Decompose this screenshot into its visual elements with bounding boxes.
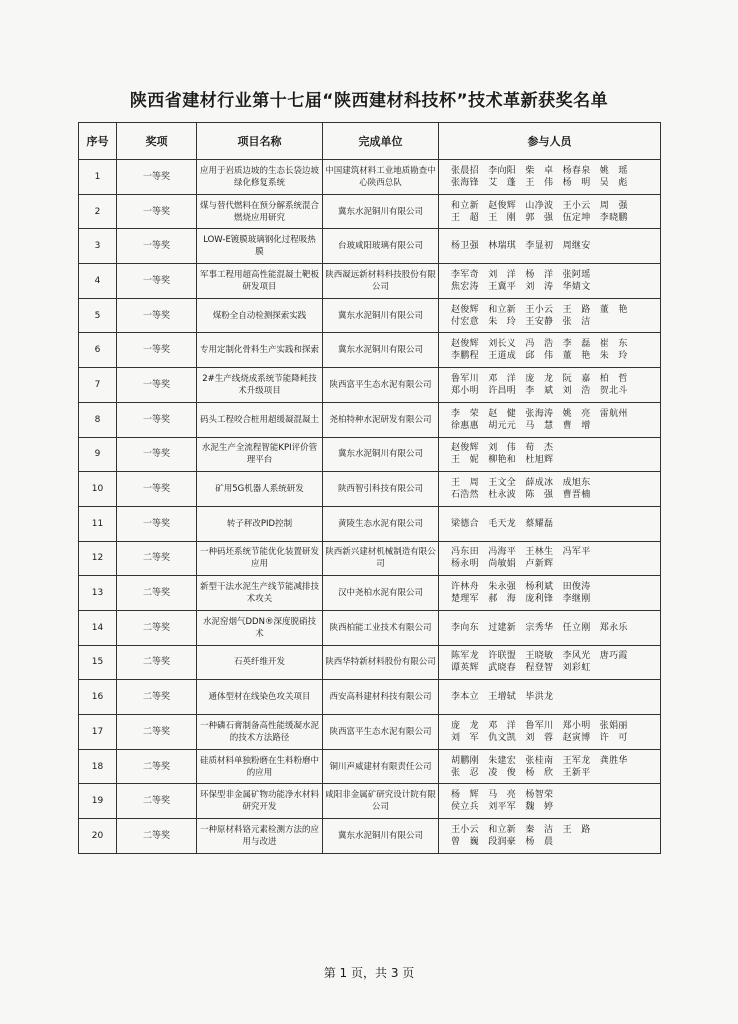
row-number: 6 [79, 333, 117, 368]
project-name: 水泥生产全流程智能KPI评价管理平台 [197, 437, 323, 472]
completion-unit: 陕西智引科技有限公司 [323, 472, 439, 507]
participant-line: 杨永明 尚敏娟 卢新辉 [451, 559, 554, 570]
award-level: 一等奖 [117, 264, 197, 299]
award-level: 二等奖 [117, 541, 197, 576]
participant-line: 李本立 王增轼 毕洪龙 [451, 692, 554, 703]
participants [439, 402, 661, 437]
row-number: 7 [79, 368, 117, 403]
participant-line: 鲁军川 邓 洋 庞 龙 阮 嘉 柏 哲 [451, 373, 628, 384]
completion-unit: 陕西新兴建材机械制造有限公司 [323, 541, 439, 576]
award-level: 二等奖 [117, 645, 197, 680]
table-row [79, 229, 661, 264]
project-name: 环保型非金属矿物功能净水材料研究开发 [197, 784, 323, 819]
participant-line: 王 周 王文全 薛成冰 成旭东 [451, 478, 591, 489]
project-name: 军事工程用超高性能混凝土靶板研发项目 [197, 264, 323, 299]
completion-unit: 冀东水泥铜川有限公司 [323, 437, 439, 472]
table-row [79, 680, 661, 715]
table-row [79, 160, 661, 195]
participant-line: 徐惠惠 胡元元 马 慧 曹 增 [451, 420, 591, 431]
award-level: 一等奖 [117, 333, 197, 368]
participant-line: 付宏意 朱 玲 王安静 张 洁 [451, 316, 591, 327]
award-level: 一等奖 [117, 402, 197, 437]
project-name: 煤与替代燃料在预分解系统混合燃烧应用研究 [197, 194, 323, 229]
table-row [79, 472, 661, 507]
header-people: 参与人员 [439, 123, 661, 160]
row-number: 17 [79, 715, 117, 750]
row-number: 14 [79, 610, 117, 645]
participants [439, 610, 661, 645]
participant-line: 杨卫强 林瑞琪 李显初 周继安 [451, 241, 591, 252]
participant-line: 赵俊辉 和立新 王小云 王 路 董 艳 [451, 304, 628, 315]
participants [439, 264, 661, 299]
award-level: 一等奖 [117, 506, 197, 541]
completion-unit: 冀东水泥铜川有限公司 [323, 333, 439, 368]
row-number: 19 [79, 784, 117, 819]
participant-line: 梁德合 毛天龙 蔡耀磊 [451, 518, 554, 529]
table-row [79, 749, 661, 784]
project-name: 新型干法水泥生产线节能减排技术攻关 [197, 576, 323, 611]
project-name: 矿用5G机器人系统研发 [197, 472, 323, 507]
participant-line: 李向东 过建新 宗秀华 任立刚 郑永乐 [451, 622, 628, 633]
row-number: 16 [79, 680, 117, 715]
participants [439, 229, 661, 264]
project-name: 应用于岩质边坡的生态长袋边坡绿化修复系统 [197, 160, 323, 195]
participant-line: 张海锋 艾 蓬 王 伟 杨 明 吴 彪 [451, 177, 628, 188]
row-number: 11 [79, 506, 117, 541]
award-level: 一等奖 [117, 298, 197, 333]
row-number: 4 [79, 264, 117, 299]
completion-unit: 中国建筑材料工业地质勘查中心陕西总队 [323, 160, 439, 195]
page-footer: 第 1 页，共 3 页 [323, 966, 415, 980]
project-name: 水泥窑烟气DDN®深度脱硝技术 [197, 610, 323, 645]
table-row [79, 784, 661, 819]
completion-unit: 陕西柏能工业技术有限公司 [323, 610, 439, 645]
row-number: 12 [79, 541, 117, 576]
participants [439, 472, 661, 507]
table-row [79, 368, 661, 403]
project-name: 通体型材在线染色攻关项目 [197, 680, 323, 715]
participants [439, 819, 661, 854]
project-name: 专用定制化骨料生产实践和探索 [197, 333, 323, 368]
award-table [78, 122, 661, 854]
award-level: 二等奖 [117, 576, 197, 611]
participants [439, 437, 661, 472]
completion-unit: 陕西富平生态水泥有限公司 [323, 368, 439, 403]
row-number: 2 [79, 194, 117, 229]
participant-line: 王 妮 柳艳和 杜旭辉 [451, 455, 554, 466]
participants [439, 160, 661, 195]
row-number: 9 [79, 437, 117, 472]
participant-line: 张 忍 凌 俊 杨 欣 王新平 [451, 767, 591, 778]
page-title: 陕西省建材行业第十七届“陕西建材科技杯”技术革新获奖名单 [129, 91, 609, 111]
participant-line: 张晨招 李向阳 柴 卓 杨春泉 姚 瑶 [451, 165, 628, 176]
participant-line: 王小云 和立新 秦 洁 王 路 [451, 824, 591, 835]
award-level: 一等奖 [117, 472, 197, 507]
table-row [79, 194, 661, 229]
participants [439, 506, 661, 541]
table-row [79, 333, 661, 368]
row-number: 5 [79, 298, 117, 333]
row-number: 3 [79, 229, 117, 264]
project-name: 码头工程咬合桩用超缓凝混凝土 [197, 402, 323, 437]
award-level: 二等奖 [117, 749, 197, 784]
participant-line: 陈军龙 许联盟 王晓敏 李风光 唐巧霞 [451, 651, 628, 662]
award-level: 一等奖 [117, 194, 197, 229]
participants [439, 645, 661, 680]
award-level: 二等奖 [117, 610, 197, 645]
participants [439, 541, 661, 576]
header-unit: 完成单位 [323, 123, 439, 160]
completion-unit: 黄陵生态水泥有限公司 [323, 506, 439, 541]
completion-unit: 咸阳非金属矿研究设计院有限公司 [323, 784, 439, 819]
project-name: 转子秤改PID控制 [197, 506, 323, 541]
participant-line: 李鹏程 王道成 邱 伟 董 艳 朱 玲 [451, 351, 628, 362]
row-number: 8 [79, 402, 117, 437]
participant-line: 许林舟 朱永强 杨利斌 田俊涛 [451, 582, 591, 593]
table-header-row [79, 123, 661, 160]
table-row [79, 298, 661, 333]
table-row [79, 541, 661, 576]
participant-line: 曾 巍 段润豪 杨 晨 [451, 836, 554, 847]
completion-unit: 陕西凝远新材料科技股份有限公司 [323, 264, 439, 299]
participant-line: 杨 辉 马 亮 杨智荣 [451, 790, 554, 801]
table-row [79, 715, 661, 750]
award-level: 二等奖 [117, 715, 197, 750]
table-row [79, 610, 661, 645]
participant-line: 侯立兵 刘平军 魏 婷 [451, 802, 554, 813]
project-name: 石英纤维开发 [197, 645, 323, 680]
award-level: 一等奖 [117, 437, 197, 472]
completion-unit: 尧柏特种水泥研发有限公司 [323, 402, 439, 437]
table-row [79, 576, 661, 611]
project-name: 一种原材料铬元素检测方法的应用与改进 [197, 819, 323, 854]
header-no: 序号 [79, 123, 117, 160]
table-row [79, 437, 661, 472]
participant-line: 石浩然 杜永波 陈 强 曹晋楠 [451, 490, 591, 501]
participants [439, 749, 661, 784]
participant-line: 赵俊辉 刘 伟 荀 杰 [451, 443, 554, 454]
participants [439, 298, 661, 333]
project-name: 煤粉全自动检测探索实践 [197, 298, 323, 333]
participant-line: 赵俊辉 刘长义 冯 浩 李 磊 崔 东 [451, 339, 628, 350]
header-award: 奖项 [117, 123, 197, 160]
participant-line: 刘 军 仇文凯 刘 蓉 赵寅博 许 可 [451, 732, 628, 743]
row-number: 15 [79, 645, 117, 680]
row-number: 20 [79, 819, 117, 854]
header-project: 项目名称 [197, 123, 323, 160]
participant-line: 胡鹏刚 朱建宏 张桂南 王军龙 龚胜华 [451, 755, 628, 766]
participants [439, 368, 661, 403]
row-number: 1 [79, 160, 117, 195]
project-name: 硅质材料单独粉磨在生料粉磨中的应用 [197, 749, 323, 784]
award-level: 一等奖 [117, 229, 197, 264]
participants [439, 715, 661, 750]
award-level: 二等奖 [117, 819, 197, 854]
completion-unit: 汉中尧柏水泥有限公司 [323, 576, 439, 611]
participant-line: 冯东田 冯海平 王林生 冯军平 [451, 547, 591, 558]
table-row [79, 506, 661, 541]
award-level: 一等奖 [117, 160, 197, 195]
table-row [79, 264, 661, 299]
completion-unit: 台玻咸阳玻璃有限公司 [323, 229, 439, 264]
row-number: 13 [79, 576, 117, 611]
table-body [79, 160, 661, 854]
participant-line: 郑小明 许昌明 李 斌 刘 浩 贺北斗 [451, 385, 628, 396]
completion-unit: 冀东水泥铜川有限公司 [323, 298, 439, 333]
award-level: 二等奖 [117, 680, 197, 715]
table-row [79, 819, 661, 854]
participant-line: 李 荣 赵 健 张海涛 姚 亮 雷航州 [451, 408, 628, 419]
participant-line: 谭英辉 武晓春 程登智 刘彩虹 [451, 663, 591, 674]
completion-unit: 陕西富平生态水泥有限公司 [323, 715, 439, 750]
participants [439, 784, 661, 819]
award-level: 一等奖 [117, 368, 197, 403]
completion-unit: 冀东水泥铜川有限公司 [323, 194, 439, 229]
project-name: LOW-E镀膜玻璃钢化过程吸热膜 [197, 229, 323, 264]
participants [439, 576, 661, 611]
participants [439, 680, 661, 715]
award-level: 二等奖 [117, 784, 197, 819]
participant-line: 焦宏涛 王冀平 刘 涛 华婧文 [451, 281, 591, 292]
table-row [79, 645, 661, 680]
completion-unit: 冀东水泥铜川有限公司 [323, 819, 439, 854]
participant-line: 楚理军 郝 海 庞利锋 李继刚 [451, 594, 591, 605]
participants [439, 194, 661, 229]
project-name: 一种磷石膏制备高性能缓凝水泥的技术方法路径 [197, 715, 323, 750]
completion-unit: 陕西华特新材料股份有限公司 [323, 645, 439, 680]
row-number: 10 [79, 472, 117, 507]
participant-line: 王 超 王 刚 郭 强 伍定坤 李晓鹏 [451, 212, 628, 223]
participant-line: 李军奇 刘 洋 杨 洋 张阿瑶 [451, 269, 591, 280]
completion-unit: 西安高科建材科技有限公司 [323, 680, 439, 715]
participants [439, 333, 661, 368]
row-number: 18 [79, 749, 117, 784]
participant-line: 庞 龙 邓 洋 鲁军川 郑小明 张娟丽 [451, 720, 628, 731]
project-name: 一种码坯系统节能优化装置研发应用 [197, 541, 323, 576]
completion-unit: 铜川声威建材有限责任公司 [323, 749, 439, 784]
project-name: 2#生产线烧成系统节能降耗技术升级项目 [197, 368, 323, 403]
table-row [79, 402, 661, 437]
participant-line: 和立新 赵俊辉 山净波 王小云 周 强 [451, 200, 628, 211]
